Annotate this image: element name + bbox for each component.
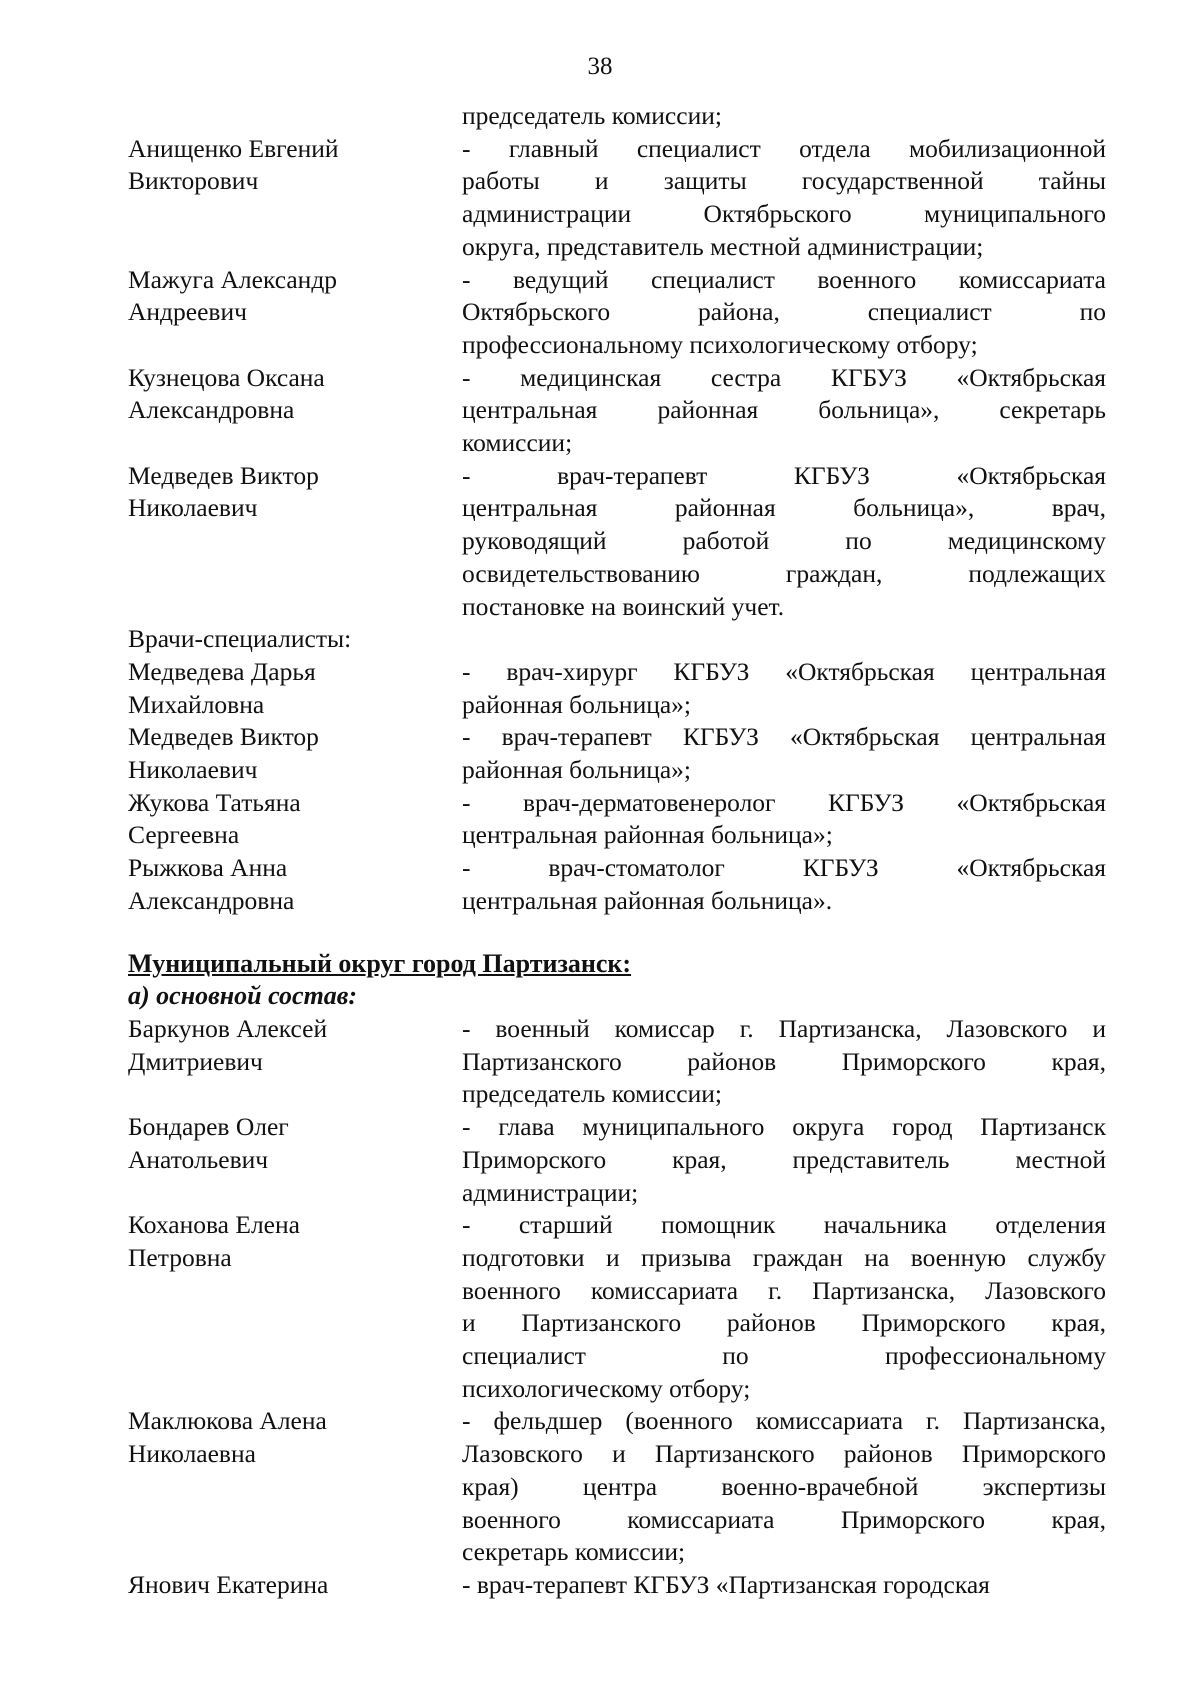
role-line: руководящий работой по медицинскому [462,526,1106,556]
member-name-line: Медведева Дарья [128,656,316,686]
member-name-line: Михайловна [128,689,265,719]
member-row [0,460,1200,624]
role-line: Партизанского районов Приморского края, [462,1046,1106,1076]
role-line: центральная районная больница». [462,885,833,915]
role-line: - ведущий специалист военного комиссариата [462,264,1106,294]
member-name [128,721,458,786]
member-name-line: Рыжкова Анна [128,853,288,883]
role-line: края) центра военно-врачебной экспертизы [462,1471,1106,1501]
member-row [0,362,1200,460]
member-row [0,133,1200,264]
role-line: - врач-стоматолог КГБУЗ «Октябрьская [462,853,1106,883]
member-name-line: Бондарев Олег [128,1112,289,1142]
member-role [462,1569,1106,1602]
role-line: и Партизанского районов Приморского края, [462,1308,1106,1338]
role-line: - глава муниципального округа город Партизанск [462,1112,1106,1142]
member-name [128,787,458,852]
member-row [0,787,1200,852]
member-role [462,656,1106,721]
member-name-line: Медведев Виктор [128,722,319,752]
member-name-line: Анатольевич [128,1144,269,1174]
member-row [0,1405,1200,1569]
member-name-line: Александровна [128,885,295,915]
role-line: Приморского края, представитель местной [462,1144,1106,1174]
role-line: комиссии; [462,428,573,458]
member-row [0,1209,1200,1405]
member-name-line: Андреевич [128,297,247,327]
role-line: районная больница»; [462,689,692,719]
role-line: председатель комиссии; [462,1079,722,1109]
member-row [0,1013,1200,1111]
role-line: Лазовского и Партизанского районов Приморского [462,1439,1106,1469]
document-body [0,100,1200,1602]
role-line: работы и защиты государственной тайны [462,166,1106,196]
role-line: - военный комиссар г. Партизанска, Лазовского и [462,1013,1106,1043]
member-name-line: Янович Екатерина [128,1569,329,1599]
role-line: районная больница»; [462,755,692,785]
member-role [462,1209,1106,1405]
member-name-line: Александровна [128,395,295,425]
member-name-line: Баркунов Алексей [128,1013,328,1043]
role-line: Октябрьского района, специалист по [462,297,1106,327]
role-line: освидетельствованию граждан, подлежащих [462,558,1106,588]
member-role [462,362,1106,460]
role-line: - фельдшер (военного комиссариата г. Партизанска, [462,1406,1106,1436]
section-subheading: а) основной состав: [128,981,358,1011]
role-line: специалист по профессиональному [462,1341,1106,1371]
member-role [462,1013,1106,1111]
member-name-line: Жукова Татьяна [128,787,301,817]
member-name-line: Маклюкова Алена [128,1406,327,1436]
role-line: - врач-дерматовенеролог КГБУЗ «Октябрьская [462,787,1106,817]
role-line: подготовки и призыва граждан на военную службу [462,1242,1106,1272]
role-line: профессиональному психологическому отбору; [462,329,978,359]
role-line: администрации Октябрьского муниципального [462,199,1106,229]
lead-line-row [0,100,1200,133]
role-line: - главный специалист отдела мобилизационной [462,133,1106,163]
commission-members-list [0,133,1200,624]
member-name [128,362,458,427]
member-row [0,852,1200,917]
role-line: - врач-хирург КГБУЗ «Октябрьская центральная [462,656,1106,686]
member-row [0,721,1200,786]
role-line: центральная районная больница», врач, [462,493,1106,523]
role-line: секретарь комиссии; [462,1537,686,1567]
member-name [128,1111,458,1176]
role-line: председатель комиссии; [462,101,722,130]
specialists-label: Врачи-специалисты: [128,624,352,654]
member-row [0,1111,1200,1209]
role-line: военного комиссариата г. Партизанска, Лазовского [462,1275,1106,1305]
member-name-line: Коханова Елена [128,1210,300,1240]
role-line: - врач-терапевт КГБУЗ «Октябрьская центральная [462,722,1106,752]
member-name [128,1569,458,1602]
member-name [128,1209,458,1274]
member-name [128,460,458,525]
role-line: центральная районная больница»; [462,820,833,850]
role-line: постановке на воинский учет. [462,591,785,621]
role-line: военного комиссариата Приморского края, [462,1504,1106,1534]
member-name [128,133,458,198]
member-name-line: Николаевич [128,493,258,523]
member-name-line: Кузнецова Оксана [128,362,325,392]
role-line: центральная районная больница», секретарь [462,395,1106,425]
member-name [128,1405,458,1470]
page-number: 38 [587,53,613,80]
specialists-list [0,656,1200,918]
member-role [462,852,1106,917]
member-role [462,1111,1106,1209]
member-role [462,133,1106,264]
section-heading: Муниципальный округ город Партизанск: [128,948,632,978]
member-name [128,656,458,721]
member-role [462,264,1106,362]
member-name-line: Викторович [128,166,259,196]
member-row [0,264,1200,362]
member-name-line: Николаевна [128,1439,256,1469]
member-name-line: Сергеевна [128,820,240,850]
member-name-line: Медведев Виктор [128,460,319,490]
role-line: администрации; [462,1177,639,1207]
member-row [0,656,1200,721]
role-line: - врач-терапевт КГБУЗ «Партизанская городская [462,1569,990,1599]
member-name [128,852,458,917]
member-role [462,1405,1106,1569]
member-name-line: Петровна [128,1242,232,1272]
member-name [128,1013,458,1078]
role-line: - старший помощник начальника отделения [462,1210,1106,1240]
member-name [128,264,458,329]
member-name-line: Анищенко Евгений [128,133,339,163]
member-row [0,1569,1200,1602]
member-role [462,721,1106,786]
role-line: - врач-терапевт КГБУЗ «Октябрьская [462,460,1106,490]
member-role [462,460,1106,624]
member-role [462,787,1106,852]
member-name-line: Мажуга Александр [128,264,338,294]
role-text [462,100,1106,133]
partizansk-members-list [0,1013,1200,1602]
role-line: округа, представитель местной администрации; [462,231,984,261]
member-name-line: Дмитриевич [128,1046,263,1076]
member-name-line: Николаевич [128,755,258,785]
role-line: - медицинская сестра КГБУЗ «Октябрьская [462,362,1106,392]
role-line: психологическому отбору; [462,1373,751,1403]
